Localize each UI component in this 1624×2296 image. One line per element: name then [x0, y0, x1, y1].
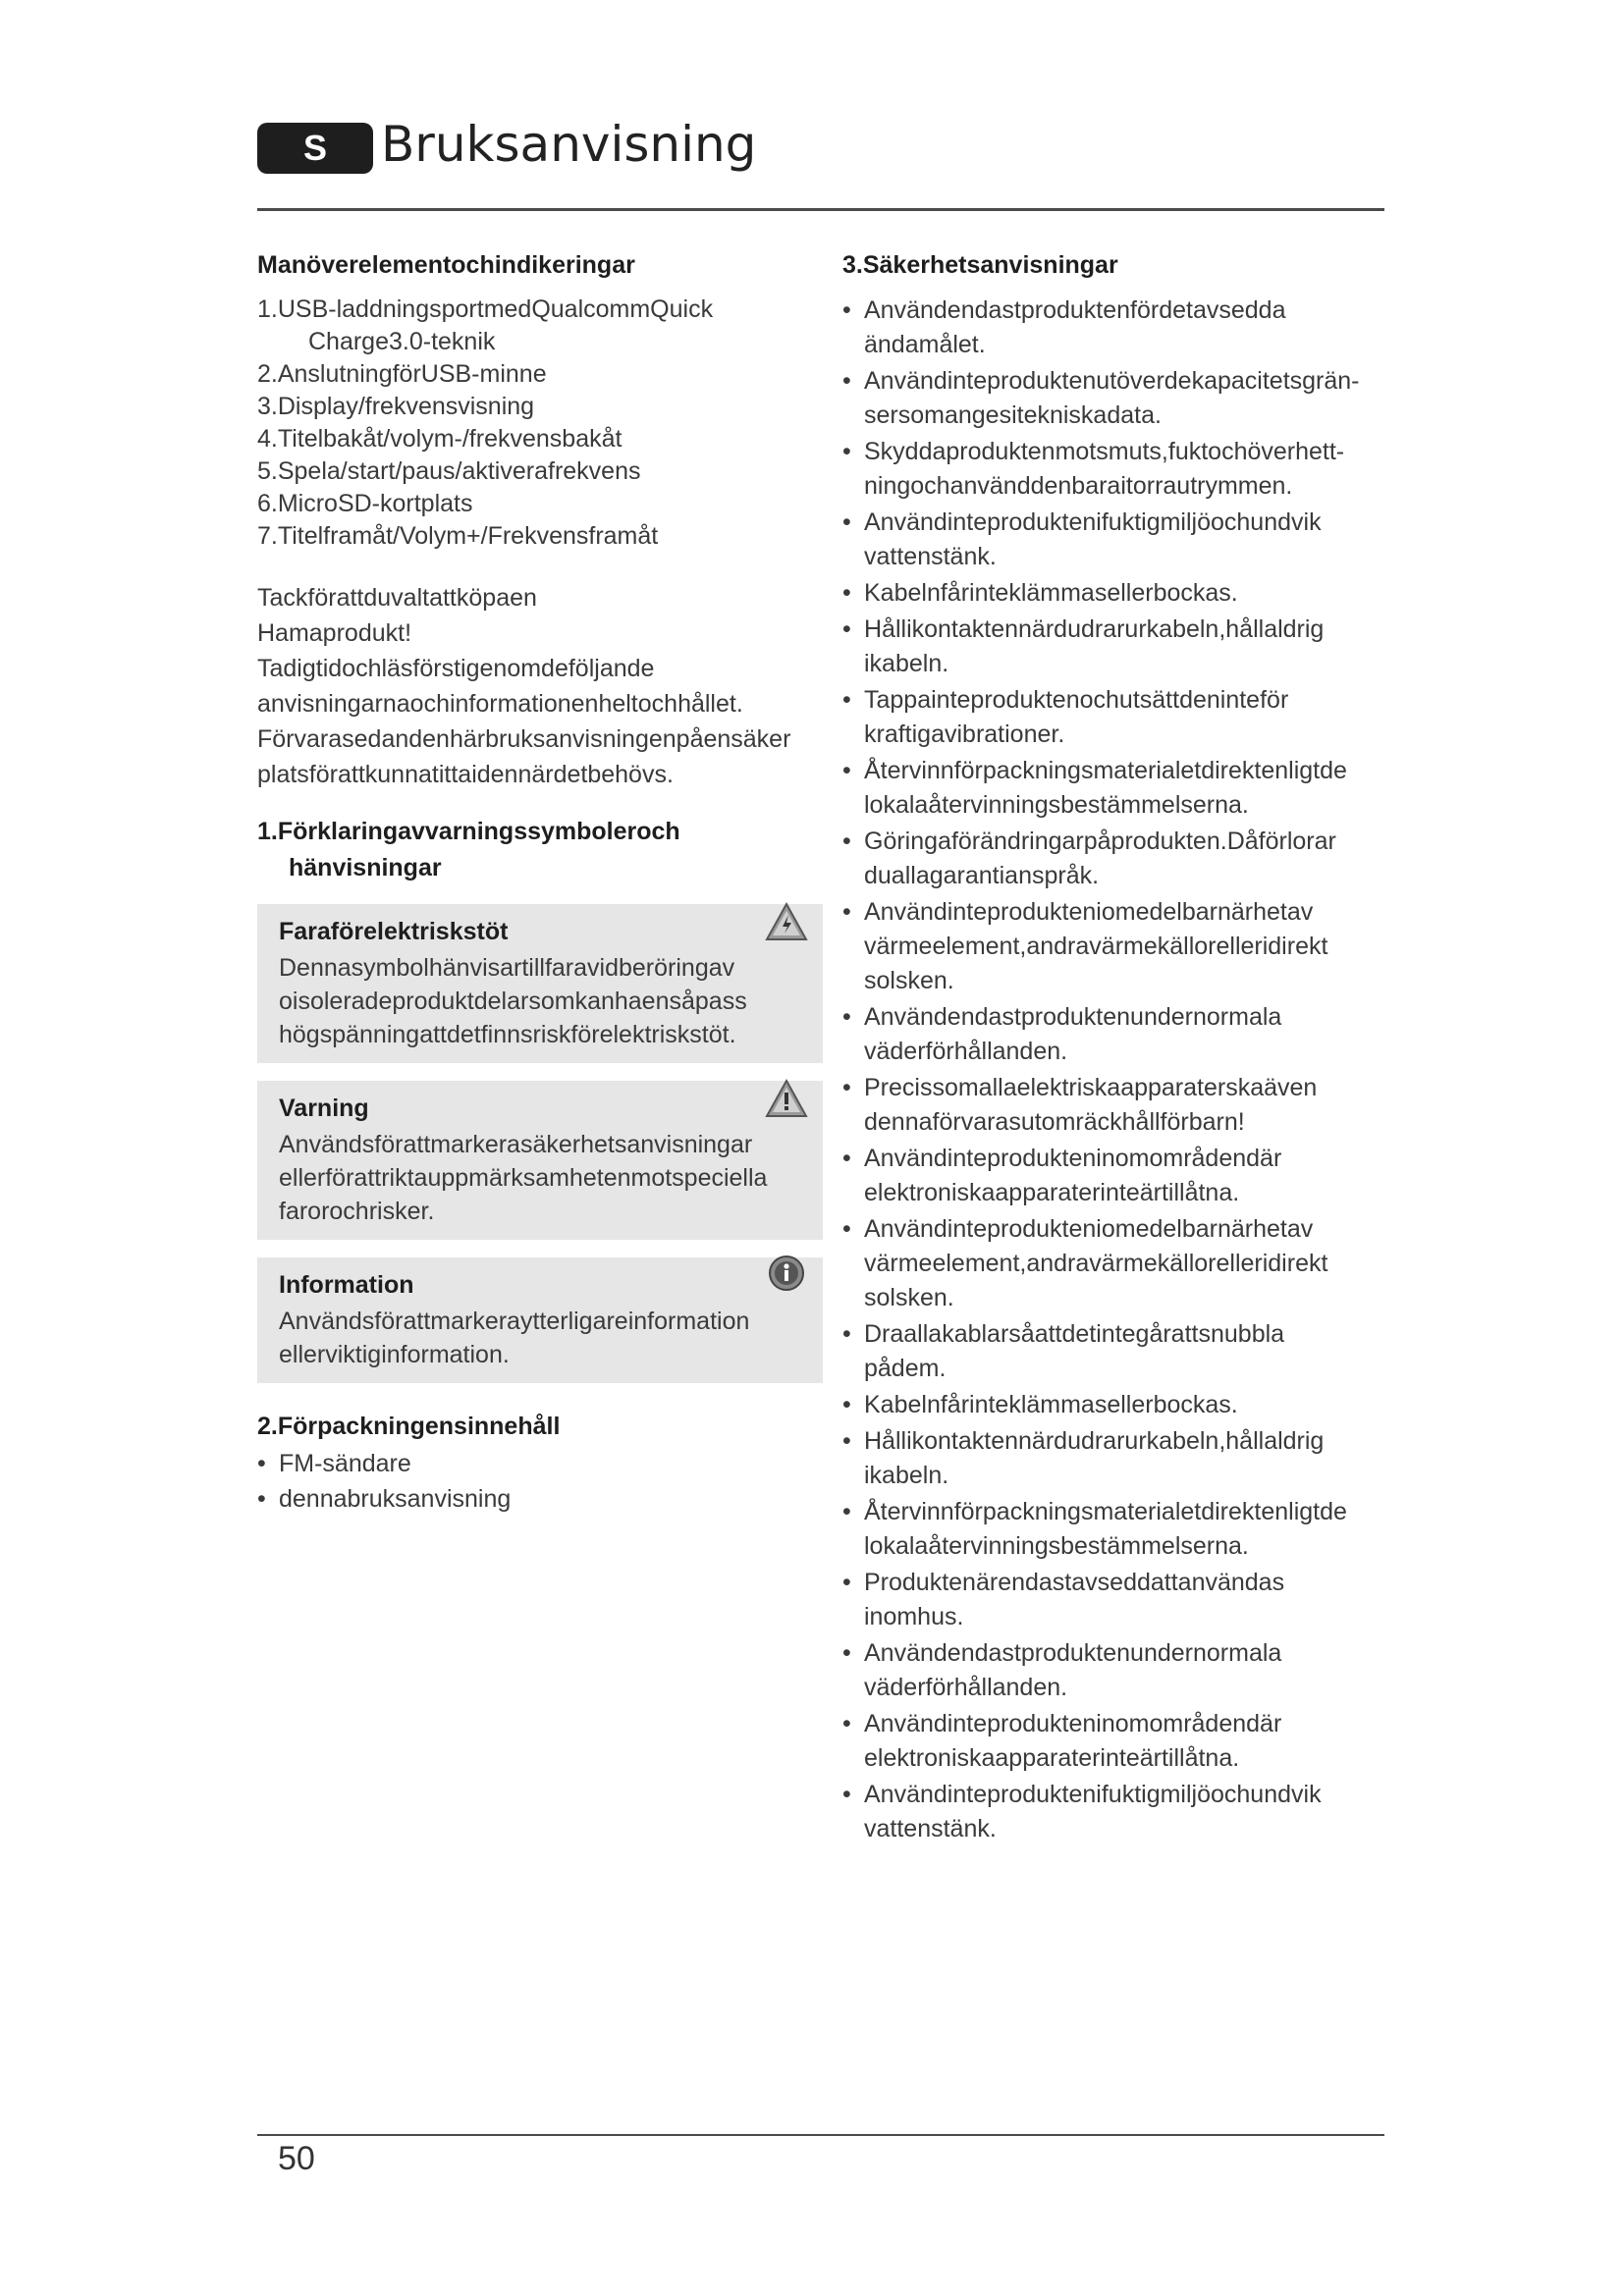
page-title: Bruksanvisning: [381, 116, 757, 173]
danger-line: oisoleradeproduktdelarsomkanhaensåpass: [279, 988, 747, 1015]
list-item-line: • Användinteproduktenifuktigmiljöochundvik: [864, 508, 1322, 536]
list-item-line: • Återvinnförpackningsmaterialetdirektenligtde: [864, 757, 1347, 784]
header-rule: [257, 208, 1384, 211]
list-item-line: ikabeln.: [864, 650, 949, 677]
list-item: [842, 1424, 1387, 1493]
list-item-line: pådem.: [864, 1355, 947, 1382]
list-item: [842, 435, 1387, 504]
section2: [257, 1409, 807, 1516]
info-circle-icon: [764, 1254, 809, 1299]
page-number: 50: [278, 2140, 315, 2177]
list-item: [842, 1566, 1387, 1634]
list-item: [842, 364, 1387, 433]
language-badge: S: [257, 123, 373, 174]
intro-line: anvisningarnaochinformationenheltochhållet.: [257, 690, 743, 718]
controls-item: 4.Titelbakåt/volym-/frekvensbakåt: [257, 425, 623, 453]
list-item-line: • Användinteprodukteninomområdendär: [864, 1145, 1282, 1172]
information-line: Användsförattmarkeraytterligareinformation: [279, 1308, 750, 1335]
warning-triangle-icon: [764, 900, 809, 945]
list-item-line: • Kabelnfårinteklämmasellerbockas.: [864, 1391, 1238, 1418]
list-item-line: vattenstänk.: [864, 543, 997, 570]
information-box: [257, 1257, 823, 1383]
list-item-line: • Användendastproduktenundernormala: [864, 1003, 1282, 1031]
list-item: [842, 506, 1387, 574]
controls-item: 6.MicroSD-kortplats: [257, 490, 473, 517]
list-item: [842, 1636, 1387, 1705]
list-item-line: väderförhållanden.: [864, 1038, 1068, 1065]
list-item-line: inomhus.: [864, 1603, 964, 1630]
controls-item: 1.USB-laddningsportmedQualcommQuick: [257, 295, 714, 323]
list-item-line: • Återvinnförpackningsmaterialetdirektenligtde: [864, 1498, 1347, 1525]
list-item-line: solsken.: [864, 967, 954, 994]
package-contents-list: [257, 1447, 807, 1516]
list-item: [842, 825, 1387, 893]
list-item-line: ändamålet.: [864, 331, 986, 358]
list-item: [842, 1707, 1387, 1776]
warning-line: farorochrisker.: [279, 1198, 435, 1225]
warning-line: ellerförattriktauppmärksamhetenmotspeciella: [279, 1164, 768, 1192]
section1: [257, 814, 807, 1383]
list-item: • FM-sändare: [257, 1447, 807, 1480]
list-item: [842, 1212, 1387, 1315]
danger-box: [257, 904, 823, 1063]
list-item: [842, 1071, 1387, 1140]
danger-line: Dennasymbolhänvisartillfaravidberöringav: [279, 954, 735, 982]
warning-title: Varning: [279, 1095, 369, 1122]
right-column: [842, 247, 1387, 1848]
information-line: ellerviktiginformation.: [279, 1341, 510, 1368]
list-item-line: ningochanvänddenbaraitorrautrymmen.: [864, 472, 1293, 500]
section1-heading-line1: 1.Förklaringavvarningssymboleroch: [257, 818, 680, 845]
section3-heading: 3.Säkerhetsanvisningar: [842, 251, 1118, 279]
list-item-line: • Användinteprodukteniomedelbarnärhetav: [864, 1215, 1314, 1243]
list-item-line: elektroniskaapparaterinteärtillåtna.: [864, 1744, 1240, 1772]
danger-line: högspänningattdetfinnsriskförelektriskstöt.: [279, 1021, 736, 1048]
intro-line: platsförattkunnatittaidennärdetbehövs.: [257, 761, 674, 788]
list-item: [842, 1388, 1387, 1422]
list-item-line: • Göringaförändringarpåprodukten.Dåförlorar: [864, 828, 1336, 855]
list-item-line: • Draallakablarsåattdetintegårattsnubbla: [864, 1320, 1285, 1348]
list-item-line: duallagarantianspråk.: [864, 862, 1100, 889]
list-item-line: sersomangesitekniskadata.: [864, 401, 1162, 429]
list-item-line: solsken.: [864, 1284, 954, 1311]
list-item-line: • Tappainteproduktenochutsättdeninteför: [864, 686, 1289, 714]
list-item-line: ikabeln.: [864, 1462, 949, 1489]
list-item-line: • Användendastproduktenundernormala: [864, 1639, 1282, 1667]
list-item-line: • Användinteproduktenifuktigmiljöochundvik: [864, 1781, 1322, 1808]
list-item-line: väderförhållanden.: [864, 1674, 1068, 1701]
warning-box: [257, 1081, 823, 1240]
controls-heading: Manöverelementochindikeringar: [257, 251, 635, 279]
warning-triangle-icon: [764, 1077, 809, 1122]
list-item: [842, 294, 1387, 362]
warning-line: Användsförattmarkerasäkerhetsanvisningar: [279, 1131, 753, 1158]
list-item-line: elektroniskaapparaterinteärtillåtna.: [864, 1179, 1240, 1206]
list-item-line: • Produktenärendastavseddattanvändas: [864, 1569, 1285, 1596]
controls-item: 5.Spela/start/paus/aktiverafrekvens: [257, 457, 641, 485]
information-title: Information: [279, 1271, 414, 1299]
intro-line: Tackförattduvaltattköpaen: [257, 584, 537, 612]
list-item-line: • Användinteprodukteniomedelbarnärhetav: [864, 898, 1314, 926]
controls-item: 3.Display/frekvensvisning: [257, 393, 535, 420]
list-item-line: • Precissomallaelektriskaapparaterskaäven: [864, 1074, 1318, 1101]
intro-paragraph: [257, 580, 807, 792]
list-item: [842, 1778, 1387, 1846]
list-item: [842, 754, 1387, 823]
list-item-line: • Användinteproduktenutöverdekapacitetsgrän-: [864, 367, 1360, 395]
list-item-line: värmeelement,andravärmekällorelleridirekt: [864, 933, 1328, 960]
intro-line: Förvarasedandenhärbruksanvisningenpåensäker: [257, 725, 791, 753]
intro-line: Hamaprodukt!: [257, 619, 412, 647]
list-item-line: • Hållikontaktennärdudrarurkabeln,hållaldrig: [864, 615, 1325, 643]
controls-item: 7.Titelframåt/Volym+/Frekvensframåt: [257, 522, 659, 550]
list-item: • dennabruksanvisning: [257, 1482, 807, 1516]
controls-item-continuation: Charge3.0-teknik: [308, 328, 496, 355]
list-item-line: • Användinteprodukteninomområdendär: [864, 1710, 1282, 1737]
intro-line: Tadigtidochläsförstigenomdeföljande: [257, 655, 655, 682]
footer-rule: [257, 2134, 1384, 2136]
safety-instructions-list: [842, 294, 1387, 1846]
danger-title: Faraförelektriskstöt: [279, 918, 509, 945]
list-item-line: dennaförvarasutomräckhållförbarn!: [864, 1108, 1245, 1136]
list-item-line: värmeelement,andravärmekällorelleridirekt: [864, 1250, 1328, 1277]
section1-heading: [257, 814, 807, 886]
list-item: [842, 1495, 1387, 1564]
section1-heading-line2: hänvisningar: [289, 854, 442, 881]
controls-item: 2.AnslutningförUSB-minne: [257, 360, 547, 388]
list-item: [842, 683, 1387, 752]
list-item-line: kraftigavibrationer.: [864, 721, 1065, 748]
list-item: [842, 1000, 1387, 1069]
list-item-line: • Hållikontaktennärdudrarurkabeln,hållaldrig: [864, 1427, 1325, 1455]
list-item: [842, 1142, 1387, 1210]
section2-heading: 2.Förpackningensinnehåll: [257, 1413, 561, 1440]
list-item-line: vattenstänk.: [864, 1815, 997, 1842]
list-item-line: lokalaåtervinningsbestämmelserna.: [864, 1532, 1249, 1560]
list-item: [842, 613, 1387, 681]
left-column: [257, 247, 807, 1518]
controls-list: [257, 294, 807, 553]
list-item: [842, 895, 1387, 998]
list-item-line: lokalaåtervinningsbestämmelserna.: [864, 791, 1249, 819]
list-item: [842, 1317, 1387, 1386]
list-item-line: • Skyddaproduktenmotsmuts,fuktochöverhett-: [864, 438, 1345, 465]
list-item-line: • Användendastproduktenfördetavsedda: [864, 296, 1286, 324]
list-item: [842, 576, 1387, 611]
list-item-line: • Kabelnfårinteklämmasellerbockas.: [864, 579, 1238, 607]
